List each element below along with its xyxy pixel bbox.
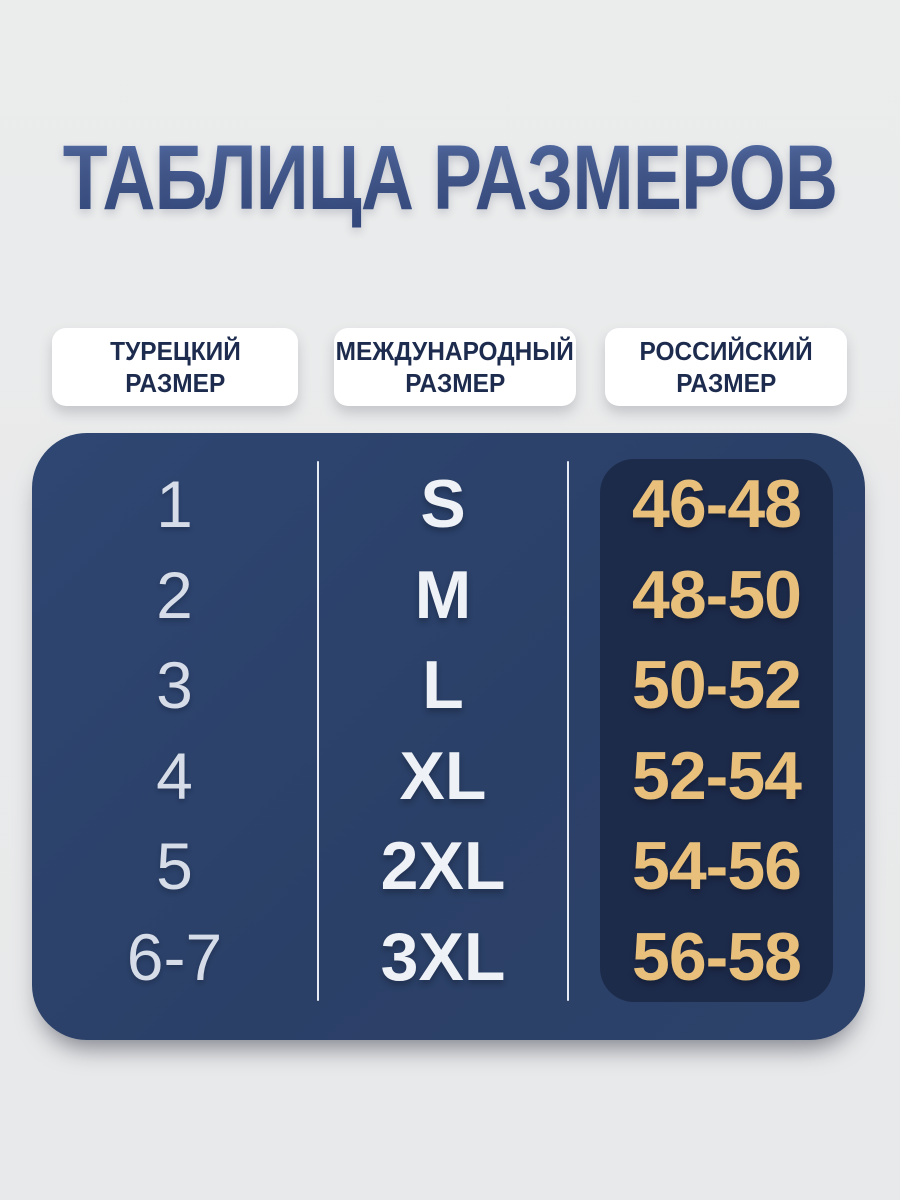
russian-size-cell: 56-58 [632,918,801,995]
header-russian-line2: РАЗМЕР [675,368,777,398]
russian-size-cell: 48-50 [632,556,801,633]
header-russian-line1: РОССИЙСКИЙ [639,336,813,366]
turkish-size-cell: 2 [156,557,193,632]
international-size-cell: L [422,647,464,724]
international-size-cell: 3XL [380,918,506,995]
russian-size-cell: 52-54 [632,737,801,814]
header-pill-turkish-size [52,328,298,406]
russian-size-cell: 54-56 [632,828,801,905]
title-container [0,128,900,228]
column-international-sizes [319,459,567,1002]
russian-size-cell: 46-48 [632,466,801,543]
header-pill-russian-size [605,328,847,406]
header-pill-international-size [334,328,576,406]
column-turkish-sizes [32,459,317,1002]
size-table-panel [32,433,865,1040]
column-russian-sizes [600,459,833,1002]
international-size-cell: 2XL [380,828,506,905]
international-size-cell: XL [399,737,487,814]
header-international-line2: РАЗМЕР [404,368,506,398]
header-turkish-line1: ТУРЕЦКИЙ [109,336,241,366]
header-international-line1: МЕЖДУНАРОДНЫЙ [335,336,575,366]
turkish-size-cell: 4 [156,738,193,813]
header-turkish-line2: РАЗМЕР [124,368,226,398]
turkish-size-cell: 5 [156,829,193,904]
turkish-size-cell: 3 [156,648,193,723]
turkish-size-cell: 1 [156,467,193,542]
international-size-cell: M [414,556,472,633]
russian-size-cell: 50-52 [632,647,801,724]
turkish-size-cell: 6-7 [126,919,223,994]
page-title: ТАБЛИЦА РАЗМЕРОВ [62,126,838,229]
column-divider-2 [567,461,569,1001]
international-size-cell: S [420,466,466,543]
